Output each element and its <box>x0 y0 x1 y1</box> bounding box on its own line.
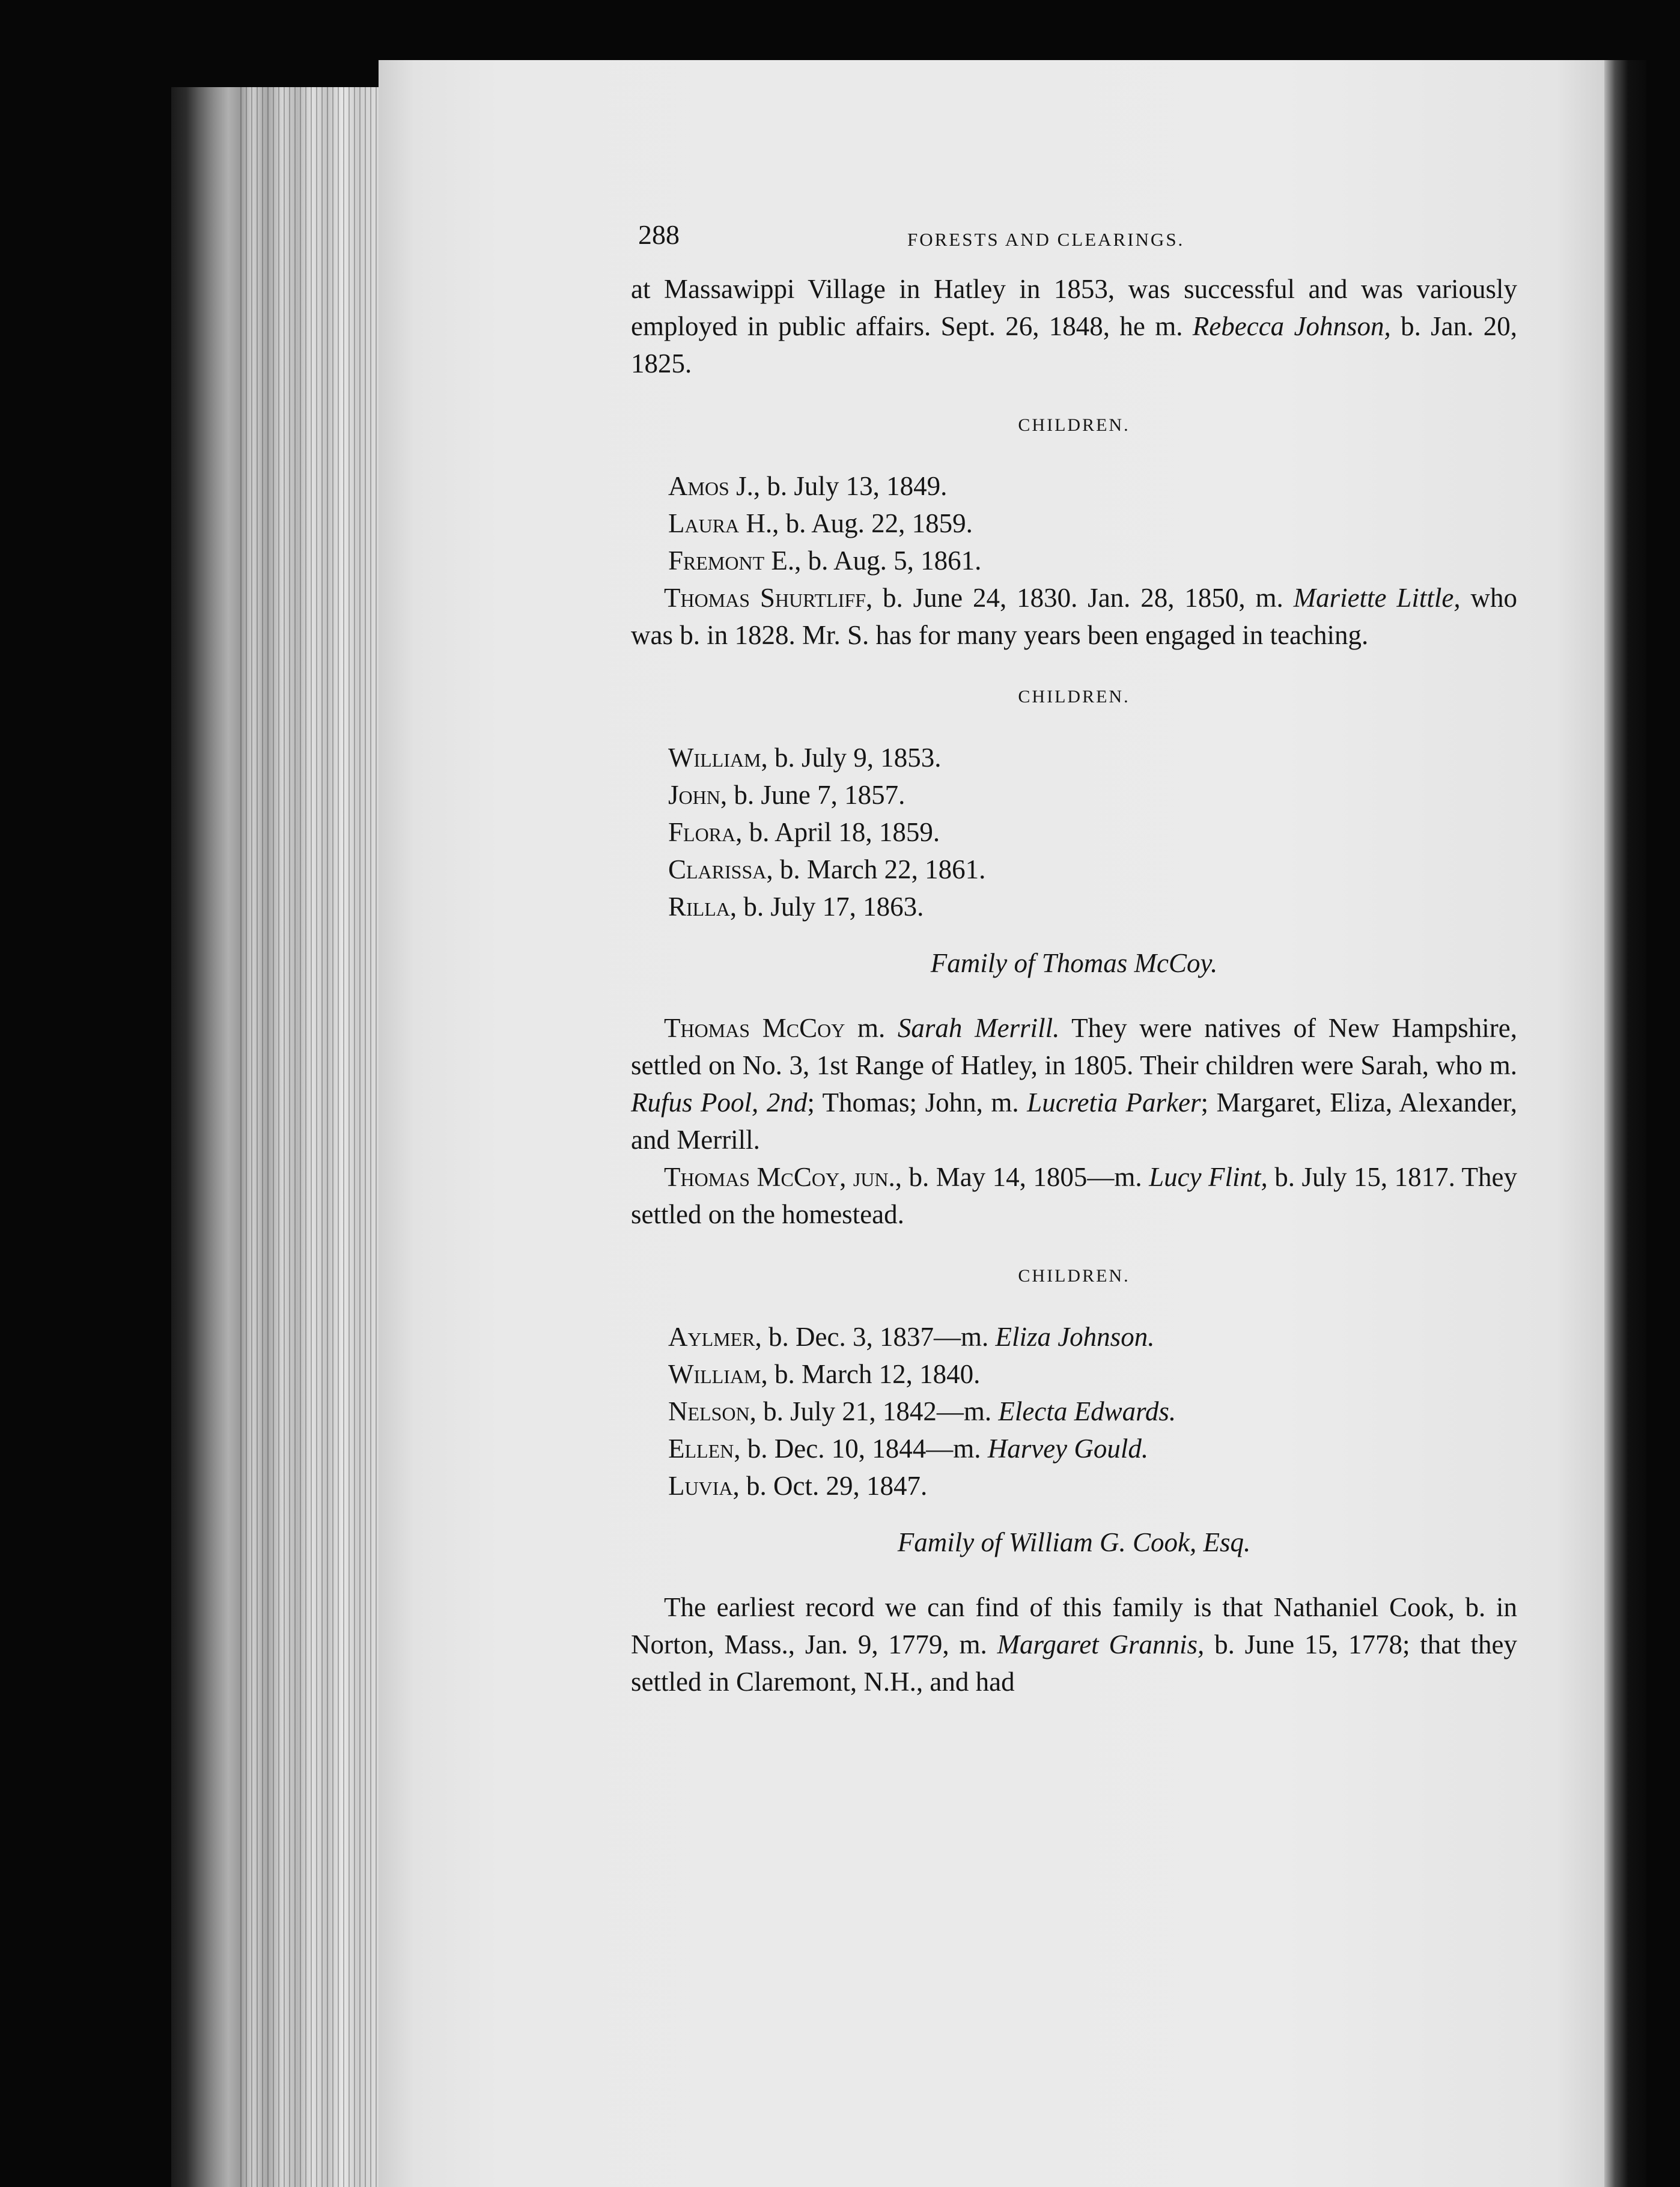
paragraph-thomas-shurtliff: Thomas Shurtliff, b. June 24, 1830. Jan. 28, 1850, m. Mariette Little, who was b. in 1828. Mr. S. has for many years been engaged in teaching. <box>631 583 1517 650</box>
family-heading-cook: Family of William G. Cook, Esq. <box>897 1527 1251 1557</box>
list-item: Nelson, b. July 21, 1842—m. Electa Edwards. <box>668 1396 1176 1426</box>
list-item: Flora, b. April 18, 1859. <box>668 817 940 847</box>
children-heading: CHILDREN. <box>1018 415 1130 435</box>
paragraph-thomas-mccoy: Thomas McCoy m. Sarah Merrill. They were natives of New Hampshire, settled on No. 3, 1st Range of Hatley, in 1805. Their children were Sarah, who m. Rufus Pool, 2nd; Thomas; John, m. Lucretia Parker; Margaret, Eliza, Alexander, and Merrill. <box>631 1013 1518 1155</box>
list-item: Luvia, b. Oct. 29, 1847. <box>668 1471 928 1501</box>
spouse-name: Rebecca Johnson, <box>1192 311 1391 341</box>
page-text <box>631 216 1517 1700</box>
children-list <box>631 1318 1517 1504</box>
page-number: 288 <box>638 219 680 250</box>
family-heading-mccoy: Family of Thomas McCoy. <box>930 948 1218 978</box>
paragraph-cook-family: The earliest record we can find of this family is that Nathaniel Cook, b. in Norton, Mass., Jan. 9, 1779, m. Margaret Grannis, b. June 15, 1778; that they settled in Claremont, N.H., and had <box>631 1592 1518 1697</box>
list-item: Clarissa, b. March 22, 1861. <box>668 854 986 884</box>
running-head <box>631 216 1517 258</box>
list-item: John, b. June 7, 1857. <box>668 780 905 810</box>
list-item: William, b. July 9, 1853. <box>668 743 942 773</box>
children-heading: CHILDREN. <box>1018 687 1130 707</box>
list-item: Rilla, b. July 17, 1863. <box>668 892 924 922</box>
children-list <box>631 739 1517 925</box>
spouse-name: Mariette Little, <box>1293 583 1461 613</box>
list-item: Amos J., b. July 13, 1849. <box>668 471 948 501</box>
list-item: Fremont E., b. Aug. 5, 1861. <box>668 546 982 576</box>
list-item: Aylmer, b. Dec. 3, 1837—m. Eliza Johnson. <box>668 1322 1155 1352</box>
paragraph-thomas-mccoy-jun: Thomas McCoy, jun., b. May 14, 1805—m. Lucy Flint, b. July 15, 1817. They settled on the homestead. <box>631 1162 1517 1229</box>
book-page-edge-lines <box>240 87 388 2187</box>
list-item: Ellen, b. Dec. 10, 1844—m. Harvey Gould. <box>668 1434 1149 1464</box>
book-gutter <box>1604 60 1646 2187</box>
paragraph-massawippi: at Massawippi Village in Hatley in 1853, was successful and was variously employed in public affairs. Sept. 26, 1848, he m. Rebecca Johnson, b. Jan. 20, 1825. <box>631 274 1517 379</box>
children-list <box>631 467 1517 579</box>
list-item: William, b. March 12, 1840. <box>668 1359 981 1389</box>
running-head-title: FORESTS AND CLEARINGS. <box>907 229 1185 250</box>
list-item: Laura H., b. Aug. 22, 1859. <box>668 508 973 538</box>
children-heading: CHILDREN. <box>1018 1266 1130 1286</box>
